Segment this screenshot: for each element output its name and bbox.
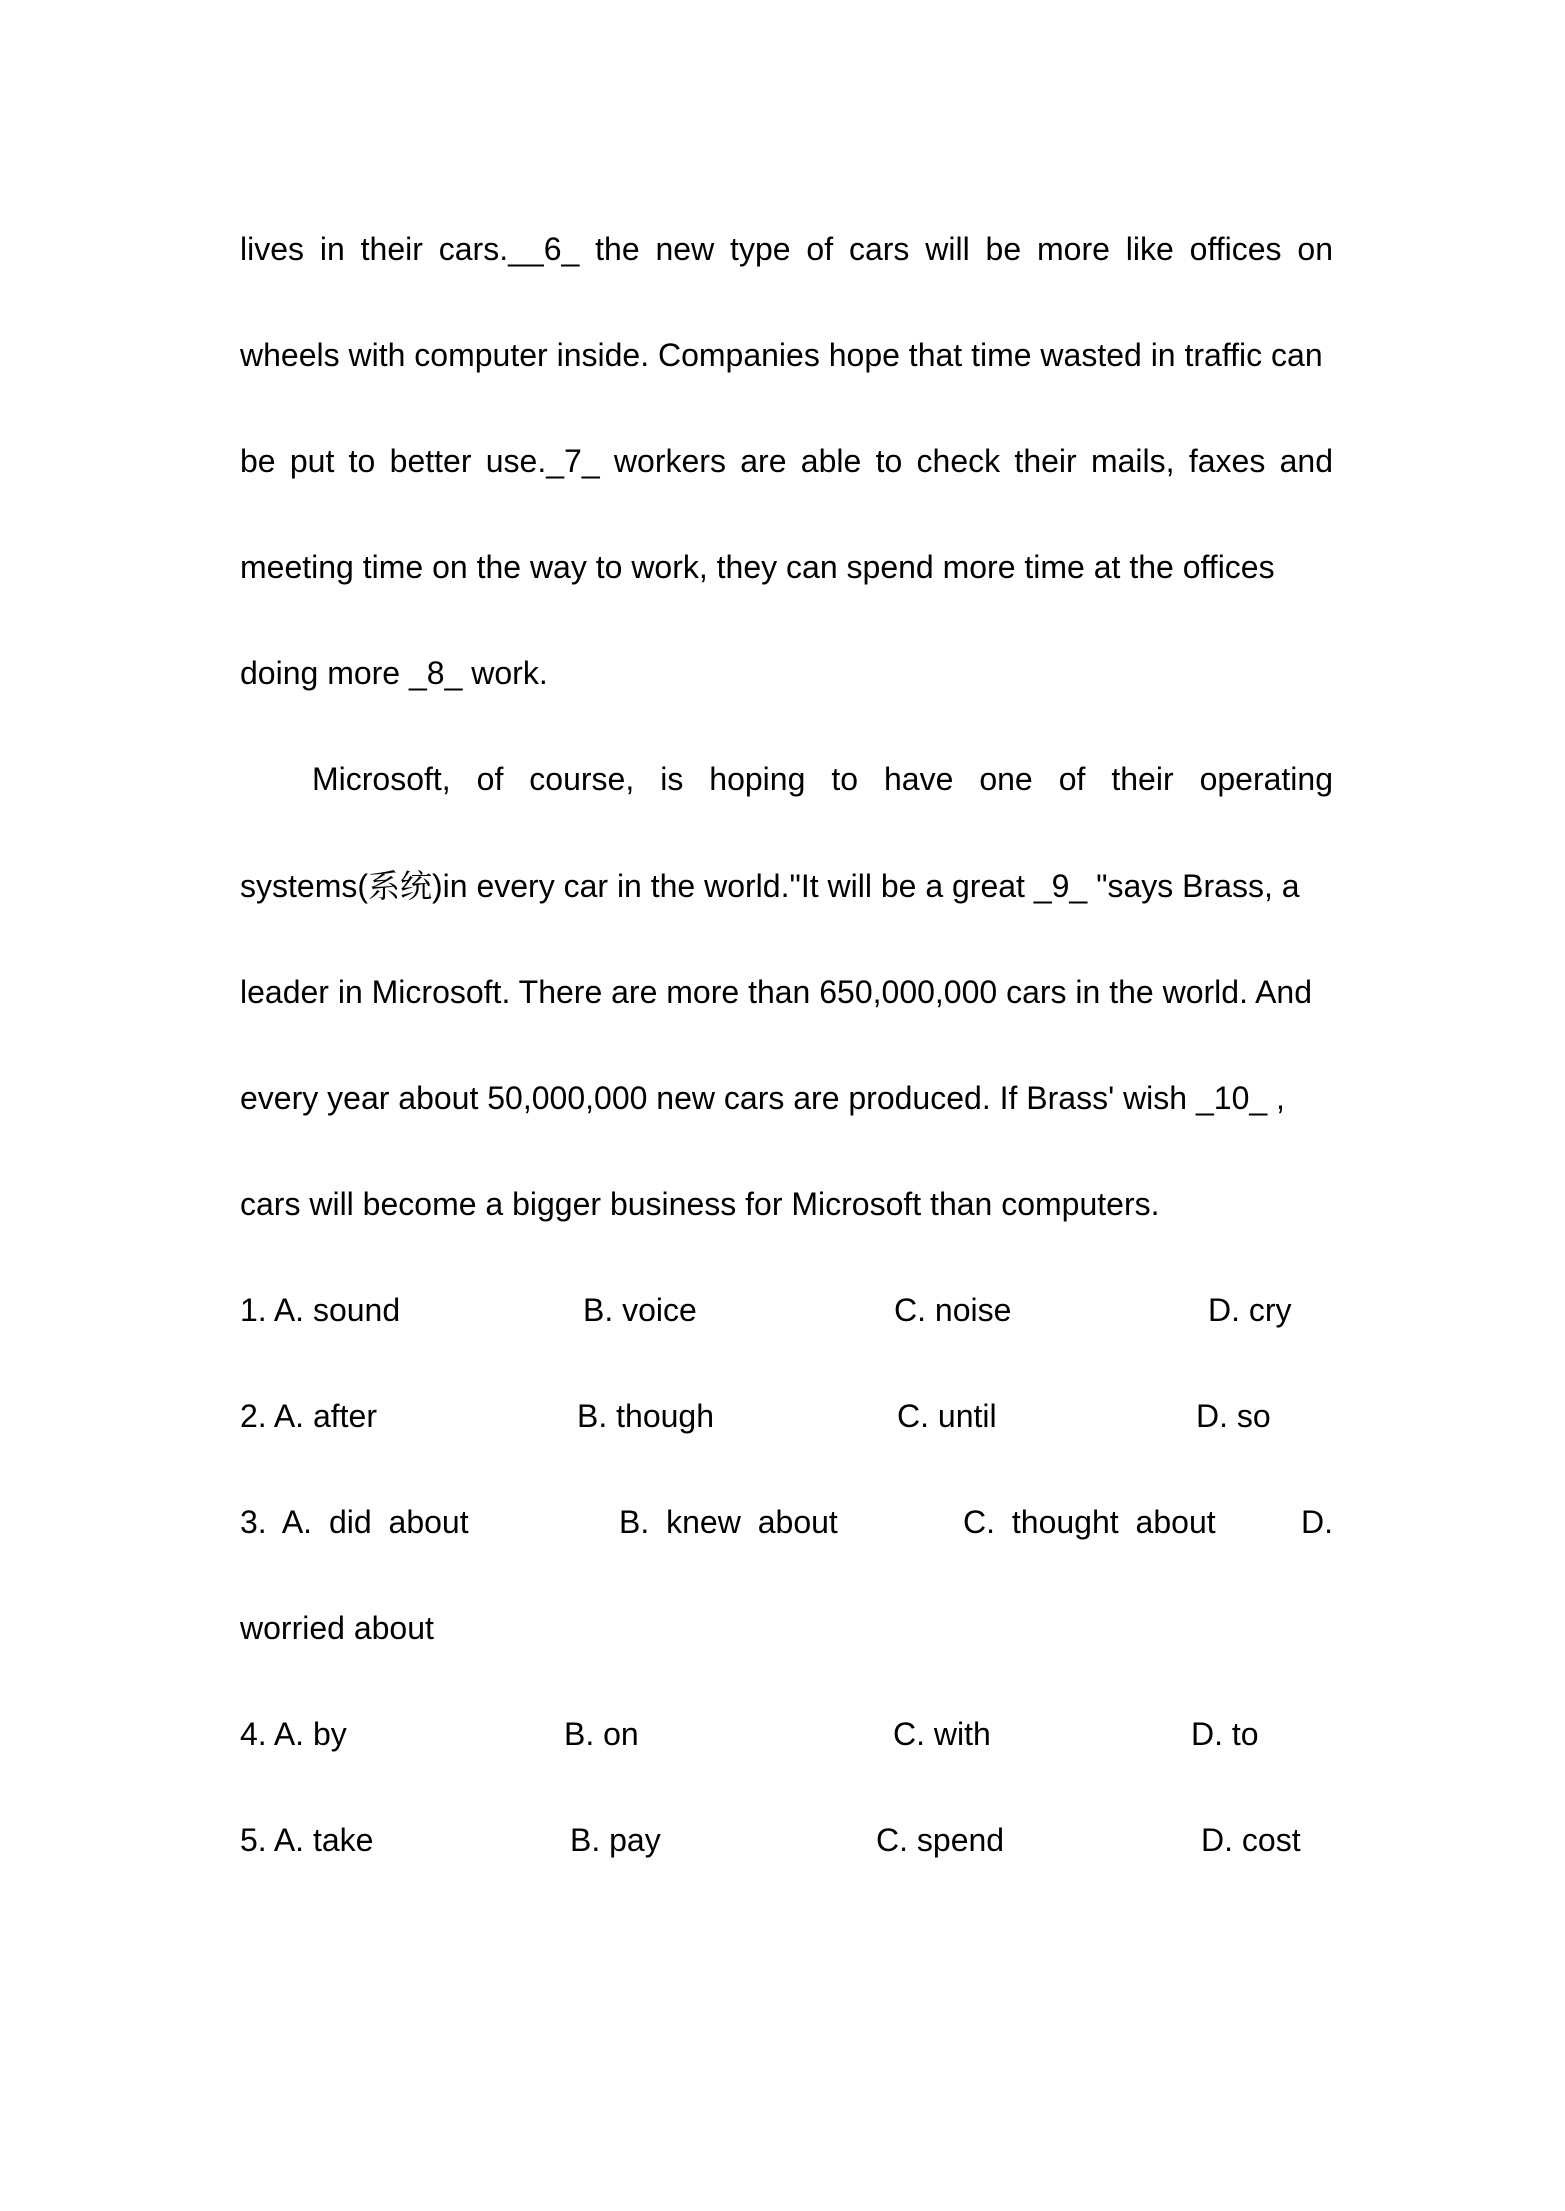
- passage-line: be put to better use._7_ workers are able to check their mails, faxes and: [240, 443, 1333, 480]
- option-d-continuation: worried about: [240, 1610, 434, 1647]
- exercise-text: [240, 196, 1333, 1894]
- option-a: 5. A. take: [240, 1822, 374, 1859]
- option-c: C. noise: [894, 1291, 1012, 1328]
- option-d: D. cry: [1208, 1291, 1292, 1328]
- option-c: C. with: [893, 1716, 991, 1753]
- option-b: B. knew about: [619, 1504, 838, 1541]
- option-b: B. pay: [570, 1822, 661, 1859]
- option-d: D. cost: [1201, 1822, 1301, 1859]
- passage-line: leader in Microsoft. There are more than 650,000,000 cars in the world. And: [240, 973, 1313, 1010]
- passage-line: meeting time on the way to work, they can spend more time at the offices: [240, 549, 1275, 586]
- option-b: B. voice: [583, 1291, 697, 1328]
- option-d: D. so: [1196, 1398, 1271, 1435]
- option-b: B. though: [577, 1398, 714, 1435]
- passage-line: Microsoft, of course, is hoping to have one of their operating: [312, 761, 1333, 798]
- passage-line: lives in their cars.__6_ the new type of cars will be more like offices on: [240, 231, 1333, 267]
- question-row-4: [240, 1681, 1333, 1787]
- option-b: B. on: [564, 1716, 639, 1753]
- passage-line: cars will become a bigger business for Microsoft than computers.: [240, 1185, 1160, 1222]
- option-c: C. spend: [876, 1822, 1005, 1859]
- question-row-1: [240, 1257, 1333, 1363]
- option-a: 4. A. by: [240, 1716, 347, 1753]
- question-row-2: [240, 1363, 1333, 1469]
- option-a: 2. A. after: [240, 1398, 377, 1435]
- passage-line: wheels with computer inside. Companies hope that time wasted in traffic can: [240, 337, 1323, 374]
- passage-line: systems(系统)in every car in the world."It will be a great _9_ "says Brass, a: [240, 867, 1300, 904]
- question-row-5: [240, 1787, 1333, 1893]
- option-d: D.: [1301, 1504, 1333, 1541]
- option-a: 1. A. sound: [240, 1291, 401, 1328]
- passage-line: every year about 50,000,000 new cars are produced. If Brass' wish _10_ ,: [240, 1079, 1285, 1116]
- passage-line: doing more _8_ work.: [240, 655, 548, 692]
- option-c: C. until: [897, 1398, 997, 1435]
- option-c: C. thought about: [963, 1504, 1216, 1541]
- option-a: 3. A. did about: [240, 1504, 469, 1541]
- option-d: D. to: [1191, 1716, 1259, 1753]
- question-row-3: [240, 1469, 1333, 1575]
